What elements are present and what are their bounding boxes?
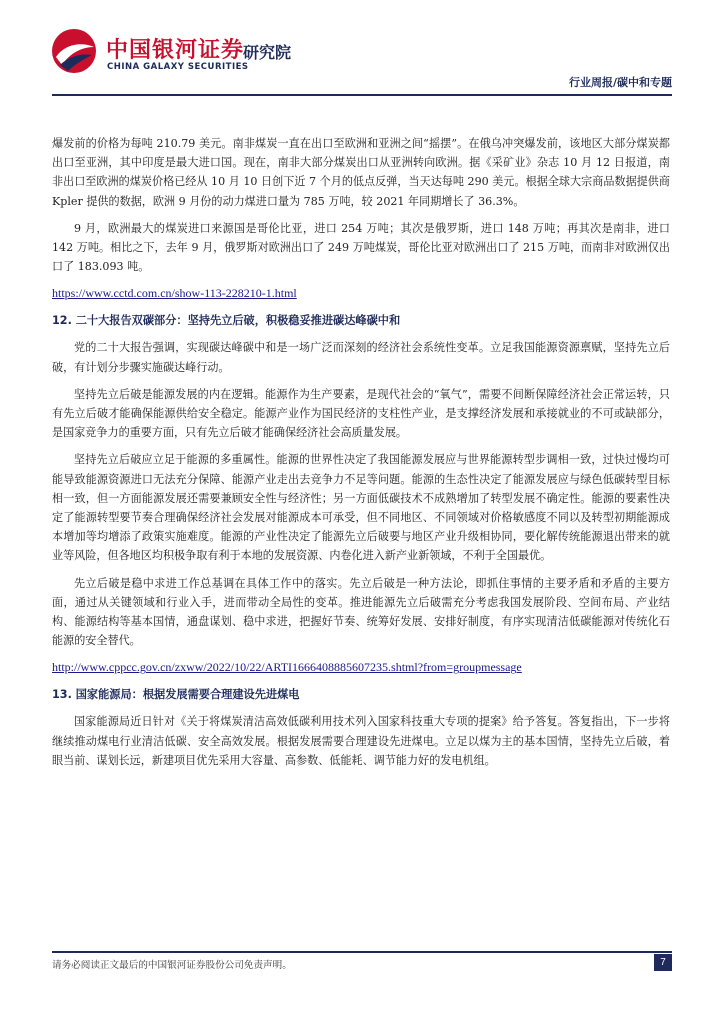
brand-name-en: CHINA GALAXY SECURITIES bbox=[107, 62, 249, 72]
galaxy-logo-icon bbox=[50, 27, 98, 75]
page-number: 7 bbox=[654, 954, 672, 971]
paragraph-6: 先立后破是稳中求进工作总基调在具体工作中的落实。先立后破是一种方法论，即抓住事情的主要矛盾和矛盾的主要方面，通过从关键领域和行业入手，进而带动全局性的变革。推进能源先立后破需充分考虑我国发展阶段、空间布局、产业结构、能源结构等基本国情，通盘谋划、稳中求进，把握好节奏、统筹好发展、安排好制度，有序实现清洁低碳能源对传统化石能源的安全替代。 bbox=[52, 576, 670, 648]
report-type-label: 行业周报/碳中和专题 bbox=[568, 76, 672, 89]
section-12-title: 12. 二十大报告双碳部分：坚持先立后破，积极稳妥推进碳达峰碳中和 bbox=[52, 314, 401, 328]
paragraph-4: 坚持先立后破是能源发展的内在逻辑。能源作为生产要素，是现代社会的“氧气”，需要不间断保障经济社会正常运转，只有先立后破才能确保能源供给安全稳定。能源产业作为国民经济的支柱性产业，是支撑经济发展和承接就业的不可或缺部分，是国家竞争力的重要方面，只有先立后破才能确保经济社会高质量发展。 bbox=[52, 387, 670, 440]
paragraph-3: 党的二十大报告强调，实现碳达峰碳中和是一场广泛而深刻的经济社会系统性变革。立足我国能源资源禀赋，坚持先立后破，有计划分步骤实施碳达峰行动。 bbox=[52, 341, 670, 374]
header-divider bbox=[52, 94, 672, 96]
paragraph-7: 国家能源局近日针对《关于将煤炭清洁高效低碳利用技术列入国家科技重大专项的提案》给予答复。答复指出，下一步将继续推动煤电行业清洁低碳、安全高效发展。根据发展需要合理建设先进煤电。立足以煤为主的基本国情，坚持先立后破，着眼当前、谋划长远，新建项目优先采用大容量、高参数、低能耗、调节能力好的发电机组。 bbox=[52, 715, 670, 767]
disclaimer-text: 请务必阅读正文最后的中国银河证券股份公司免责声明。 bbox=[52, 960, 292, 971]
brand-name-cn: 中国银河证券 bbox=[106, 38, 245, 63]
source-link-2[interactable]: http://www.cppcc.gov.cn/zxww/2022/10/22/ARTI1666408885607235.shtml?from=groupmessage bbox=[52, 660, 522, 675]
footer-divider bbox=[52, 951, 672, 953]
main-content bbox=[52, 134, 670, 778]
paragraph-1: 爆发前的价格为每吨 210.79 美元。南非煤炭一直在出口至欧洲和亚洲之间“摇摆”。在俄乌冲突爆发前，该地区大部分煤炭都出口至亚洲，其中印度是最大进口国。现在，南非大部分煤炭出口从亚洲转向欧洲。据《采矿业》杂志 10 月 12 日报道，南非出口至欧洲的煤炭价格已经从 10 月 10 日创下近 7 个月的低点反弹，当天达每吨 290 美元。根据全球大宗商品数据提供商 Kpler 提供的数据，欧洲 9 月份的动力煤进口量为 785 万吨，较 2021 年同期增长了 36.3%。 bbox=[52, 137, 670, 208]
page-header bbox=[0, 0, 724, 100]
paragraph-5: 坚持先立后破应立足于能源的多重属性。能源的世界性决定了我国能源发展应与世界能源转型步调相一致，过快过慢均可能导致能源资源进口无法充分保障、能源产业走出去竞争力不足等问题。能源的生态性决定了能源发展应与绿色低碳转型目标相一致，但一方面能源发展还需要兼顾安全性与经济性；另一方面低碳技术不成熟增加了转型发展不确定性。能源的要素性决定了能源转型要节奏合理确保经济社会发展对能源成本可承受，但不同地区、不同领域对价格敏感度不同以及转型初期能源成本增加等均增添了政策实施难度。能源的产业性决定了能源先立后破要与地区产业升级相协同，要化解传统能源退出带来的就业等风险，但各地区均积极争取有利于本地的发展资源、内卷化进入新产业新领域，不利于全国最优。 bbox=[52, 453, 670, 563]
source-link-1[interactable]: https://www.cctd.com.cn/show-113-228210-1.html bbox=[52, 286, 297, 301]
section-13-title: 13. 国家能源局：根据发展需要合理建设先进煤电 bbox=[52, 688, 300, 702]
paragraph-2: 9 月，欧洲最大的煤炭进口来源国是哥伦比亚，进口 254 万吨；其次是俄罗斯，进口 148 万吨；再其次是南非，进口 142 万吨。相比之下，去年 9 月，俄罗斯对欧洲出口了 249 万吨煤炭，哥伦比亚对欧洲出口了 215 万吨，而南非对欧洲仅出口了 183.093 吨。 bbox=[52, 221, 670, 274]
institute-label: 研究院 bbox=[243, 43, 292, 62]
